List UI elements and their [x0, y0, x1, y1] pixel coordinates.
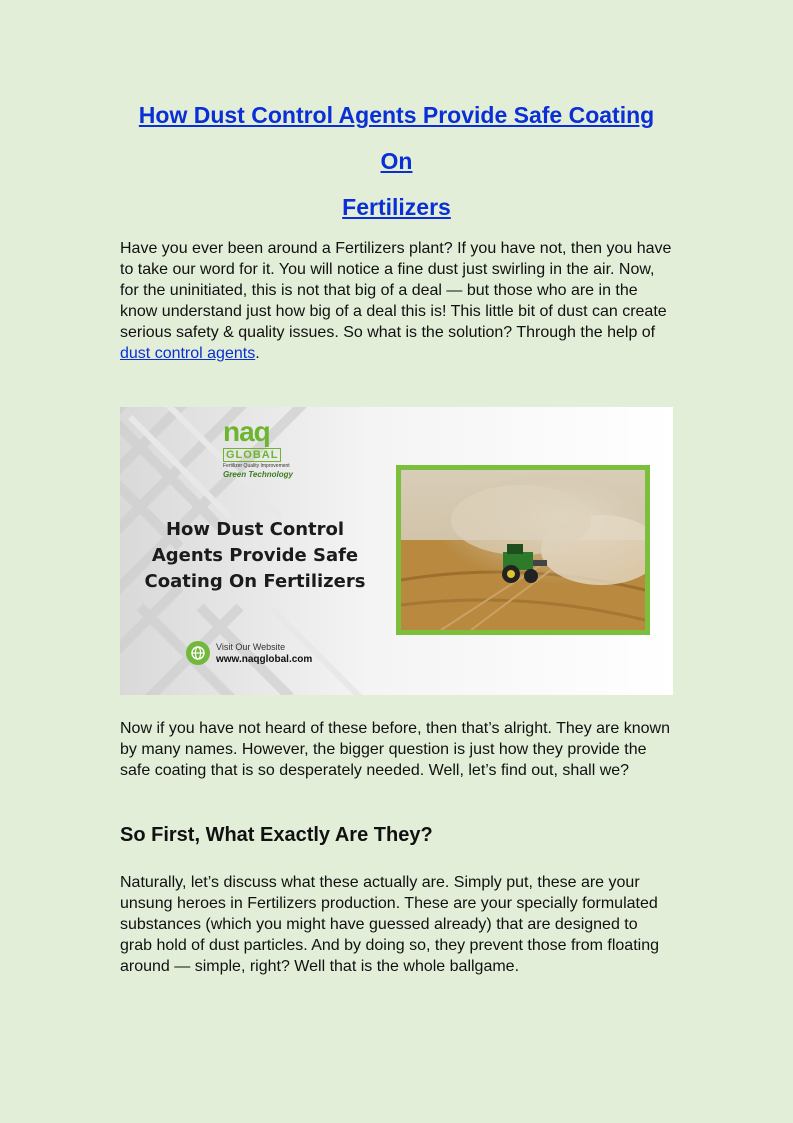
- naq-global-logo: [223, 416, 293, 480]
- intro-end: .: [255, 345, 260, 362]
- dust-control-agents-link[interactable]: dust control agents: [120, 345, 256, 362]
- globe-icon: [186, 641, 210, 665]
- banner-heading-line-1: How Dust Control: [165, 519, 345, 540]
- intro-paragraph: [120, 238, 673, 364]
- website-url: www.naqglobal.com: [216, 654, 313, 665]
- section-heading: So First, What Exactly Are They?: [120, 824, 433, 846]
- banner-heading-line-3: Coating On Fertilizers: [144, 571, 366, 592]
- intro-text: Have you ever been around a Fertilizers plant? If you have not, then you have to take our word for it. You will notice a fine dust just swirling in the air. Now, for the uninitiated, this is not that big of a deal — but those who are in the know understand just how big of a deal this is! This little bit of dust can create serious safety & quality issues. So what is the solution? Through the help of: [120, 240, 672, 341]
- article-banner-image: [120, 407, 673, 695]
- banner-heading-line-2: Agents Provide Safe: [151, 545, 359, 566]
- title-line-2[interactable]: Fertilizers: [342, 194, 451, 220]
- logo-global-text: GLOBAL: [223, 448, 281, 462]
- logo-naq-text: naq: [223, 416, 270, 447]
- tractor-field-photo: [401, 470, 645, 630]
- document-title-link[interactable]: [120, 92, 673, 230]
- paragraph-names: Now if you have not heard of these before, then that’s alright. They are known by many names. However, the bigger question is just how they provide the safe coating that is so desperately needed. Well, let’s find out, shall we?: [120, 720, 670, 779]
- banner-heading: [140, 517, 370, 595]
- paragraph-definition: Naturally, let’s discuss what these actually are. Simply put, these are your unsung heroes in Fertilizers production. These are your specially formulated substances (which you might have guessed already) that are designed to grab hold of dust particles. And by doing so, they prevent those from floating around — simple, right? Well that is the whole ballgame.: [120, 874, 659, 975]
- logo-green-technology: Green Technology: [223, 470, 293, 479]
- title-line-1[interactable]: How Dust Control Agents Provide Safe Coating On: [138, 102, 655, 174]
- logo-tagline: Fertilizer Quality Improvement: [223, 463, 290, 469]
- visit-website-label: Visit Our Website: [216, 642, 286, 652]
